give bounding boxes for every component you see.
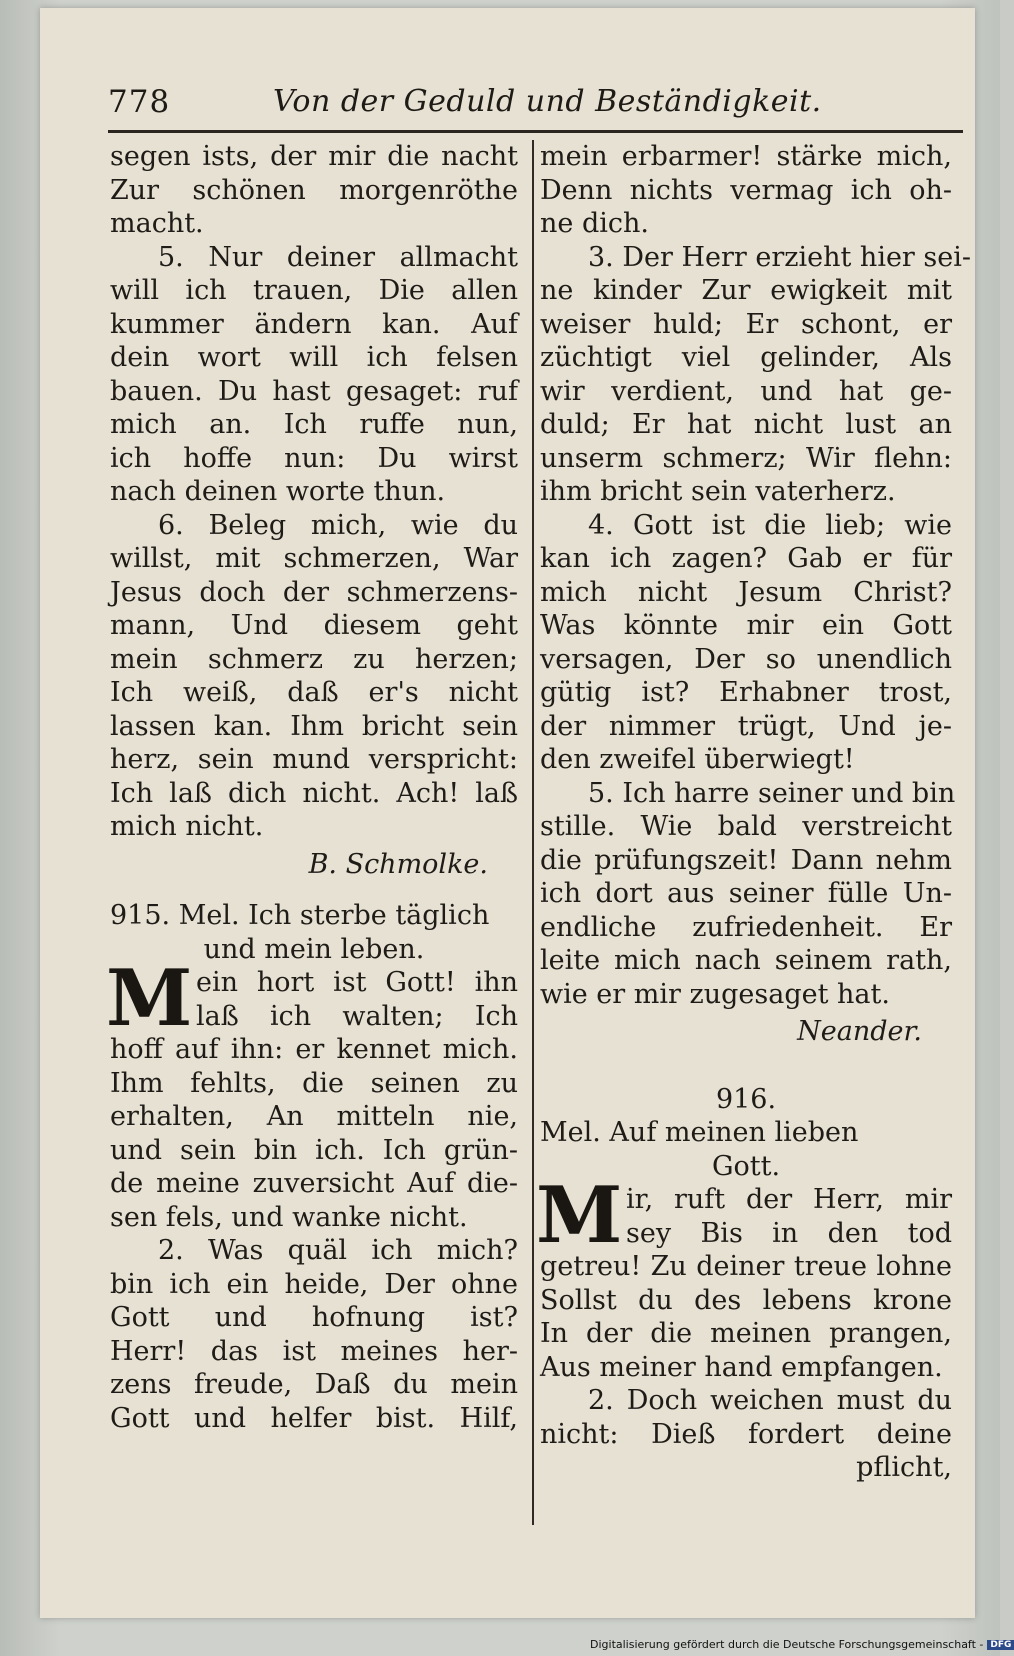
verse-5 <box>110 241 518 509</box>
text-line: wie er mir zugesaget hat. <box>540 978 890 1010</box>
text-line: stille. Wie bald verstreicht <box>540 811 952 842</box>
text-line: unserm schmerz; Wir flehn: <box>540 442 952 474</box>
text-line: 6. Beleg mich, wie du <box>158 509 518 541</box>
text-line: 2. Was quäl ich mich? <box>158 1235 518 1266</box>
text-line: ne kinder Zur ewigkeit mit <box>540 275 952 306</box>
text-line: zens freude, Daß du mein <box>110 1369 518 1400</box>
text-line: nach deinen worte thun. <box>110 476 446 507</box>
text-line: den zweifel überwiegt! <box>540 744 855 775</box>
text-line: 3. Der Herr erzieht hier sei- <box>588 241 972 273</box>
text-line: laß ich walten; Ich <box>196 1000 518 1032</box>
melody-line: 915. Mel. Ich sterbe täglich <box>110 900 490 931</box>
text-line: Gott und helfer bist. Hilf, <box>110 1402 518 1434</box>
text-line: bin ich ein heide, Der ohne <box>110 1268 518 1300</box>
dfg-logo: DFG <box>987 1640 1014 1650</box>
text-line: getreu! Zu deiner treue lohne <box>540 1251 952 1282</box>
header-rule <box>108 130 963 133</box>
text-line: 5. Nur deiner allmacht <box>158 241 518 273</box>
text-line: de meine zuversicht Auf die- <box>110 1168 518 1199</box>
text-line: dein wort will ich felsen <box>110 342 518 373</box>
column-divider <box>532 140 534 1525</box>
text-line: erhalten, An mitteln nie, <box>110 1101 518 1132</box>
text-line: ne dich. <box>540 208 649 239</box>
hymn-916-verse-1 <box>536 1170 952 1384</box>
page-header <box>108 82 963 128</box>
melody-line: Gott. <box>711 1150 781 1182</box>
hymn-915-verse-3 <box>540 241 972 509</box>
running-title: Von der Geduld und Beständigkeit. <box>273 84 822 119</box>
text-line: 5. Ich harre seiner und bin <box>588 777 956 809</box>
text-line: sey Bis in den tod <box>626 1217 952 1249</box>
text-line: endliche zufriedenheit. Er <box>540 911 952 943</box>
text-line: ihm bricht sein vaterherz. <box>540 476 896 507</box>
author-schmolke: B. Schmolke. <box>308 848 488 880</box>
text-line: und sein bin ich. Ich grün- <box>110 1134 518 1166</box>
text-line: 2. Doch weichen must du <box>588 1385 952 1416</box>
text-line: willst, mit schmerzen, War <box>110 543 518 574</box>
text-line: segen ists, der mir die nacht <box>110 141 518 172</box>
text-line: ein hort ist Gott! ihn <box>196 967 518 998</box>
verse-6 <box>110 509 518 844</box>
text-line: kan ich zagen? Gab er für <box>540 543 952 574</box>
digitization-credit <box>590 1638 1012 1656</box>
text-line: ir, ruft der Herr, mir <box>626 1184 952 1215</box>
text-line: Herr! das ist meines her- <box>110 1335 518 1367</box>
hymn-914-ending <box>110 140 518 241</box>
text-line: mich nicht. <box>110 811 264 842</box>
text-line: mich an. Ich ruffe nun, <box>110 409 518 440</box>
hymn-915-verse-4 <box>540 509 952 777</box>
text-line: 4. Gott ist die lieb; wie <box>588 509 952 541</box>
text-line: herz, sein mund verspricht: <box>110 744 518 775</box>
text-line: versagen, Der so unendlich <box>540 643 952 675</box>
drop-cap: M <box>536 1170 623 1261</box>
text-line: Was könnte mir ein Gott <box>540 610 952 641</box>
text-line: ich hoffe nun: Du wirst <box>110 442 518 474</box>
hymn-915-verse-2 <box>110 1234 518 1435</box>
text-line: züchtigt viel gelinder, Als <box>540 342 952 373</box>
text-line: duld; Er hat nicht lust an <box>540 409 952 440</box>
text-line: Ihm fehlts, die seinen zu <box>110 1067 518 1099</box>
text-line: mein erbarmer! stärke mich, <box>540 141 952 172</box>
author-neander: Neander. <box>797 1016 922 1047</box>
hymn-916-heading <box>540 1083 952 1184</box>
text-line: Ich laß dich nicht. Ach! laß <box>110 777 518 809</box>
text-line: ich dort aus seiner fülle Un- <box>540 878 952 909</box>
text-line: macht. <box>110 208 204 239</box>
hymn-915-verse-2-continued <box>540 140 952 241</box>
hymn-916-verse-2 <box>540 1384 952 1485</box>
spacer <box>540 1049 952 1083</box>
left-column <box>106 140 518 1435</box>
text-line: die prüfungszeit! Dann nehm <box>540 844 952 876</box>
text-line: der nimmer trügt, Und je- <box>540 710 952 742</box>
text-line: lassen kan. Ihm bricht sein <box>110 710 518 742</box>
text-line: weiser huld; Er schont, er <box>540 308 952 340</box>
drop-cap: M <box>106 953 193 1044</box>
text-line: In der die meinen prangen, <box>540 1318 952 1349</box>
text-line: hoff auf ihn: er kennet mich. <box>110 1034 518 1065</box>
text-line: gütig ist? Erhabner trost, <box>540 677 952 708</box>
credit-text: Digitalisierung gefördert durch die Deutsche Forschungsgemeinschaft - <box>590 1638 984 1651</box>
text-line: wir verdient, und hat ge- <box>540 375 952 407</box>
melody-line: Mel. Auf meinen lieben <box>540 1117 859 1148</box>
page-number: 778 <box>108 84 171 120</box>
text-line: pflicht, <box>856 1452 952 1483</box>
text-line: kummer ändern kan. Auf <box>110 308 518 340</box>
text-line: Aus meiner hand empfangen. <box>540 1351 943 1383</box>
text-line: Zur schönen morgenröthe <box>110 174 518 206</box>
text-line: Gott und hofnung ist? <box>110 1302 518 1333</box>
text-line: Denn nichts vermag ich oh- <box>540 174 952 206</box>
text-line: bauen. Du hast gesaget: ruf <box>110 375 518 407</box>
text-line: Sollst du des lebens krone <box>540 1284 952 1316</box>
hymn-number: 916. <box>715 1083 777 1115</box>
text-line: mann, Und diesem geht <box>110 610 518 641</box>
text-line: will ich trauen, Die allen <box>110 275 518 306</box>
text-line: leite mich nach seinem rath, <box>540 945 952 976</box>
melody-line: und mein leben. <box>203 933 425 965</box>
hymn-915-verse-5 <box>540 777 956 1012</box>
text-line: nicht: Dieß fordert deine <box>540 1418 952 1450</box>
right-column <box>536 140 972 1485</box>
text-line: Ich weiß, daß er's nicht <box>110 677 518 708</box>
hymn-915-verse-1 <box>106 953 518 1234</box>
text-line: Jesus doch der schmerzens- <box>110 576 518 608</box>
text-line: mich nicht Jesum Christ? <box>540 576 952 608</box>
text-line: mein schmerz zu herzen; <box>110 643 518 675</box>
text-line: sen fels, und wanke nicht. <box>110 1201 468 1233</box>
